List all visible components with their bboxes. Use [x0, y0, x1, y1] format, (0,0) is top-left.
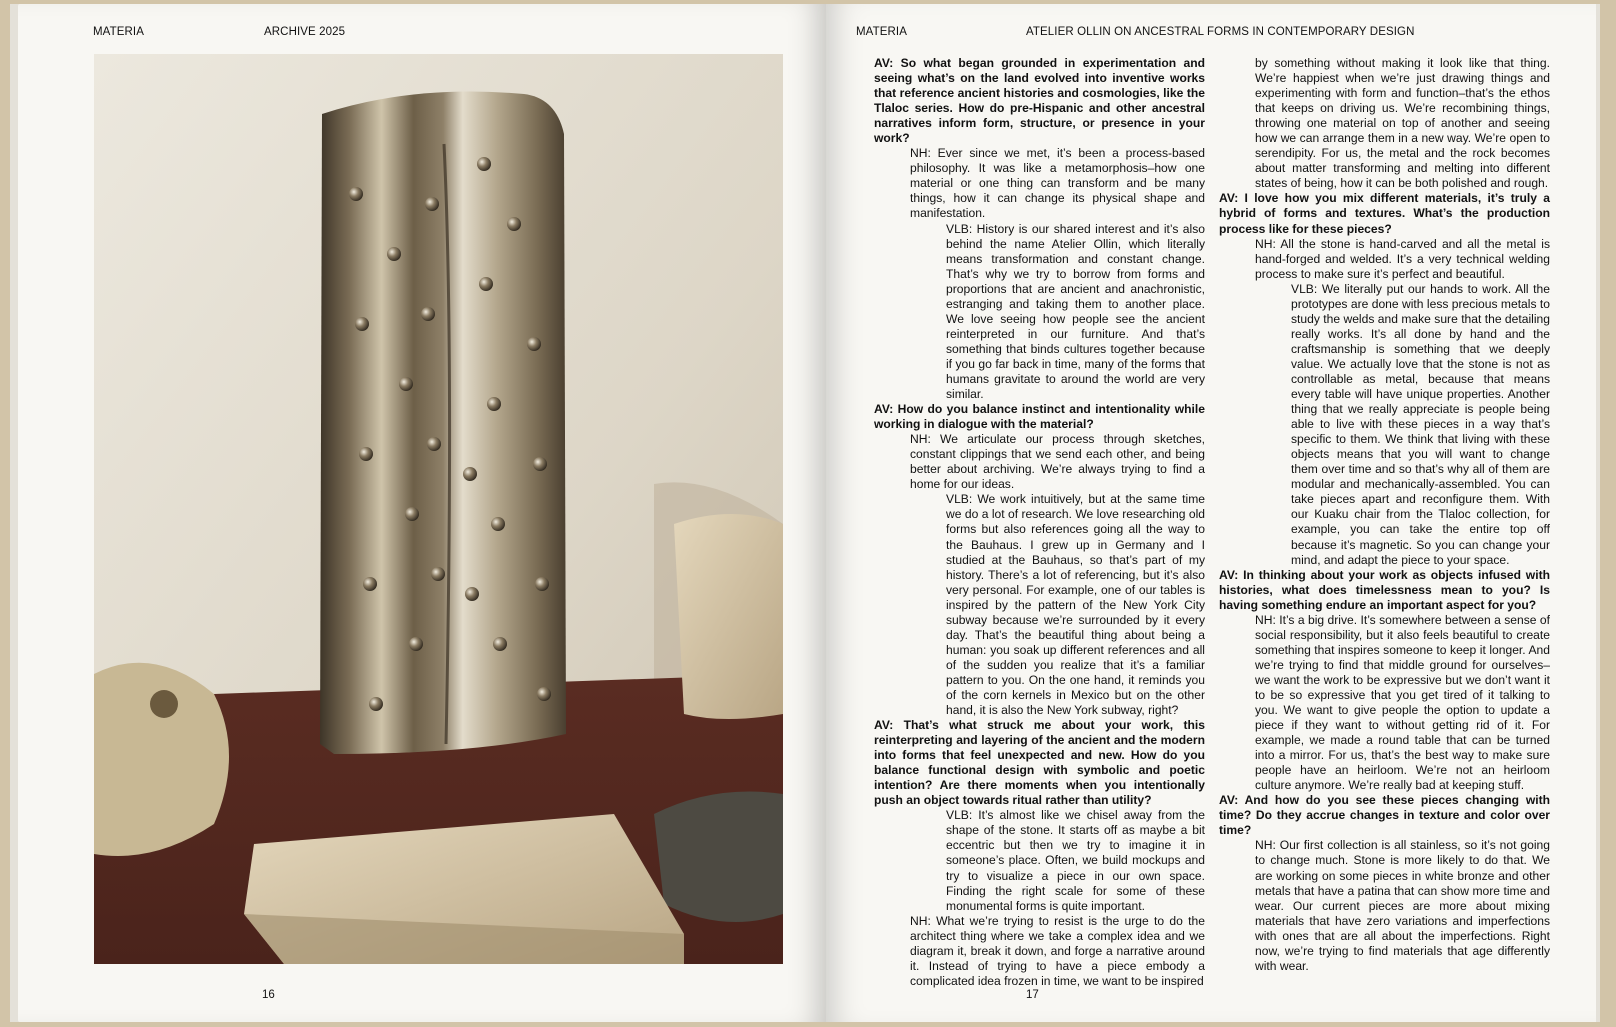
- interview-answer-nh: NH: We articulate our process through sketches, constant clippings that we send each other, and being better about archiving. We’re always trying to find a home for our ideas.: [910, 432, 1205, 492]
- interview-answer-nh: NH: It’s a big drive. It’s somewhere between a sense of social responsibility, but it also feels beautiful to create something that inspires someone to keep it longer. And we’re trying to find that middle ground for ourselves–we want the work to be expressive but we don’t want it to be so expressive that you get tired of it talking to you. We want to give people the option to update a piece if they want to without getting rid of it. For example, we made a round table that can be turned into a mirror. For us, that’s the best way to make sure people have an heirloom. We’re not an heirloom culture anymore. We’re really bad at keeping stuff.: [1255, 612, 1550, 793]
- running-head-article-title: ATELIER OLLIN ON ANCESTRAL FORMS IN CONTEMPORARY DESIGN: [1026, 26, 1415, 38]
- interview-answer-vlb: VLB: We work intuitively, but at the same time we do a lot of research. We love researching old forms but also references going all the way to the Bauhaus. I grew up in Germany and I studied at the Bauhaus, so that’s part of my history. There’s a lot of referencing, but it’s also very personal. For example, one of our tables is inspired by the pattern of the New York City subway because we’re surrounded by it every day. That’s the beautiful thing about being a human: you soak up different references and all of the sudden you realize that it’s a familiar pattern to you. On the one hand, it reminds you of the corn kernels in Mexico but on the other hand, it is also the New York subway, right?: [946, 492, 1205, 718]
- interview-question: AV: In thinking about your work as objects infused with histories, what does timelessness mean to you? Is having something endure an important aspect for you?: [1219, 567, 1550, 612]
- page-number-right: 17: [1026, 989, 1039, 1001]
- interview-answer-nh: NH: All the stone is hand-carved and all the metal is hand-forged and welded. It’s a very technical welding process to make sure it’s perfect and beautiful.: [1255, 236, 1550, 281]
- interview-answer-nh: NH: What we’re trying to resist is the urge to do the architect thing where we take a complex idea and we diagram it, break it down, and forge a narrative around it. Instead of trying to have a piece embody a complicated idea frozen in time, we want to be inspired: [910, 913, 1205, 988]
- interview-answer-vlb: VLB: We literally put our hands to work. All the prototypes are done with less precious metals to study the welds and make sure that the detailing really works. It’s all done by hand and the craftsmanship is something that we deeply value. We actually love that the stone is not as controllable as metal, because that means every table will have unique properties. Another thing that we really appreciate is people being able to live with these pieces in a way that’s specific to them. We think that living with these objects means that you will want to change them over time and so that’s why all of them are modular and mechanically-assembled. You can take pieces apart and reconfigure them. With our Kuaku chair from the Tlaloc collection, for example, you can take the entire top off because it’s magnetic. So you can change your mind, and adapt the piece to your space.: [1291, 281, 1550, 567]
- interview-answer-vlb: VLB: It’s almost like we chisel away from the shape of the stone. It starts off as maybe a bit eccentric but then we try to imagine it in someone’s place. Often, we build mockups and try to visualize a piece in our own space. Finding the right scale for some of these monumental forms is quite important.: [946, 808, 1205, 913]
- article-column-2: [1219, 56, 1550, 974]
- article-column-1: [874, 56, 1205, 989]
- running-head-publication: MATERIA: [93, 26, 144, 38]
- running-head-issue: ARCHIVE 2025: [264, 26, 346, 38]
- interview-question: AV: I love how you mix different materials, it’s truly a hybrid of forms and textures. What’s the production process like for these pieces?: [1219, 191, 1550, 236]
- interview-answer-nh: NH: Our first collection is all stainless, so it’s not going to change much. Stone is more likely to do that. We are working on some pieces in white bronze and other metals that have a patina that can show more time and wear. Our current pieces are more about mixing materials that have zero variations and imperfections with ones that are all about the imperfections. Right now, we’re trying to find materials that age differently with wear.: [1255, 838, 1550, 973]
- interview-answer-nh: NH: Ever since we met, it’s been a process-based philosophy. It was like a metamorphosis–how one material or one thing can transform and be many things, how it can change its physical shape and manifestation.: [910, 146, 1205, 221]
- left-page: [18, 4, 826, 1022]
- page-number-left: 16: [262, 989, 275, 1001]
- right-page: [826, 4, 1596, 1022]
- sculpture-photograph: [94, 54, 783, 964]
- interview-question: AV: So what began grounded in experimentation and seeing what’s on the land evolved into inventive works that reference ancient histories and cosmologies, like the Tlaloc series. How do pre-Hispanic and other ancestral narratives inform form, structure, or presence in your work?: [874, 56, 1205, 146]
- interview-question: AV: How do you balance instinct and intentionality while working in dialogue with the material?: [874, 402, 1205, 432]
- running-head-publication: MATERIA: [856, 26, 907, 38]
- interview-answer-nh-continued: by something without making it look like that thing. We’re happiest when we’re just drawing things and experimenting with form and function–that’s the ethos that keeps on driving us. We’re recombining things, throwing one material on top of another and seeing how we can arrange them in a new way. We’re open to serendipity. For us, the metal and the rock becomes about matter transforming and melting into different states of being, how it can be both polished and rough.: [1255, 56, 1550, 191]
- interview-answer-vlb: VLB: History is our shared interest and it’s also behind the name Atelier Ollin, which literally means transformation and constant change. That’s why we try to borrow from forms and proportions that are ancient and anachronistic, estranging and taking them to another place. We love seeing how people see the ancient reinterpreted in our furniture. And that’s something that binds cultures together because if you go far back in time, many of the forms that humans gravitate to around the world are very similar.: [946, 221, 1205, 402]
- open-book: [10, 4, 1600, 1022]
- interview-question: AV: That’s what struck me about your work, this reinterpreting and layering of the ancient and the modern into forms that feel unexpected and new. How do you balance functional design with symbolic and poetic intention? Are there moments when you intentionally push an object towards ritual rather than utility?: [874, 718, 1205, 808]
- interview-question: AV: And how do you see these pieces changing with time? Do they accrue changes in texture and color over time?: [1219, 793, 1550, 838]
